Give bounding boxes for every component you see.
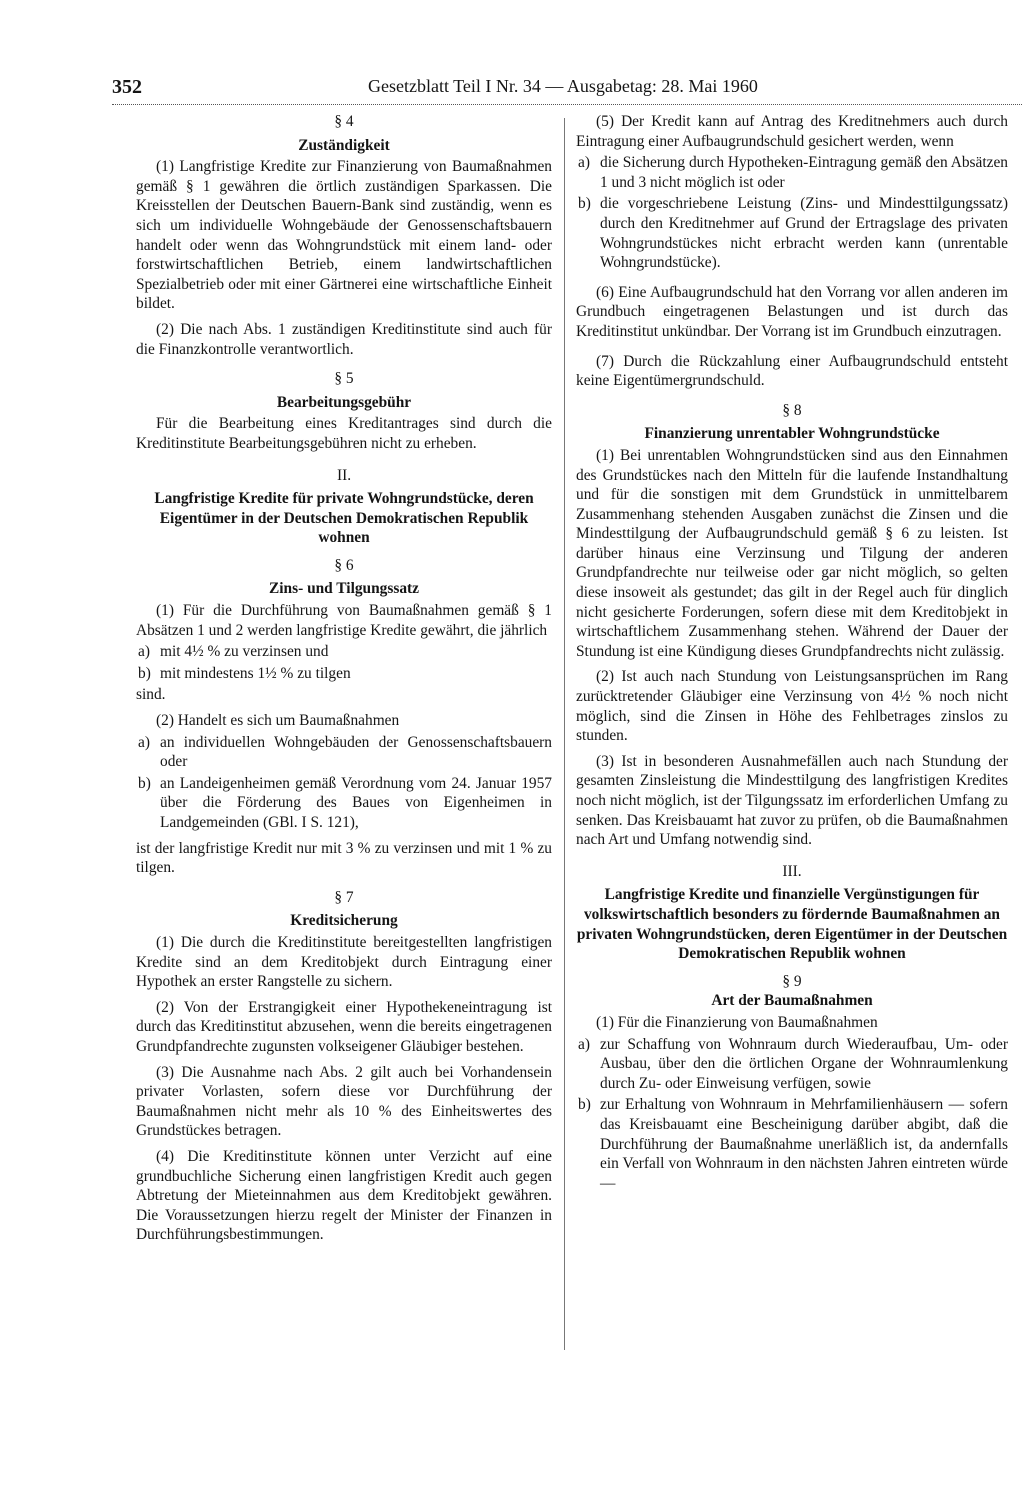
section-5-number: § 5: [334, 370, 354, 388]
part-II-label: II.: [336, 466, 352, 484]
paragraph: (7) Durch die Rückzahlung einer Aufbaugrundschuld entsteht keine Eigentümergrundschuld.: [576, 352, 1008, 390]
left-column: [136, 112, 552, 1245]
paragraph: (2) Handelt es sich um Baumaßnahmen: [156, 712, 400, 730]
paragraph-end: ist der langfristige Kredit nur mit 3 % zu verzinsen und mit 1 % zu tilgen.: [136, 839, 552, 877]
paragraph: (1) Für die Durchführung von Baumaßnahmen gemäß § 1 Absätzen 1 und 2 werden langfristige Kredite gewährt, die jährlich: [136, 602, 552, 639]
paragraph: Für die Bearbeitung eines Kreditantrages sind durch die Kreditinstitute Bearbeitungsgebühren nicht zu erheben.: [136, 415, 552, 452]
section-5-title: Bearbeitungsgebühr: [276, 393, 412, 411]
section-7-title: Kreditsicherung: [290, 912, 398, 930]
section-6-number: § 6: [334, 556, 354, 574]
paragraph-end: sind.: [136, 686, 166, 704]
paragraph: (1) Die durch die Kreditinstitute bereitgestellten langfristigen Kredite sind an dem Kreditobjekt durch Eintragung einer Hypothek an erster Rangstelle zu sichern.: [136, 933, 552, 991]
section-4-number: § 4: [334, 113, 354, 130]
part-III-label: III.: [782, 862, 802, 880]
paragraph: (1) Langfristige Kredite zur Finanzierung von Baumaßnahmen gemäß § 1 gewähren die örtlich zuständigen Sparkassen. Die Kreisstellen der Deutschen Bauern-Bank sind zuständig, wenn es sich um individuelle Wohngebäude der Genossenschaftsbauern handelt oder wenn das Wohngrundstück mit einem land- oder forstwirtschaftlichen Betrieb, einem landwirtschaftlichen Spezialbetrieb oder mit einer Gärtnerei eine wirtschaftliche Einheit bildet.: [136, 158, 552, 313]
paragraph: (2) Von der Erstrangigkeit einer Hypothekeneintragung ist durch das Kreditinstitut abzusehen, wenn die bereits eingetragenen Grundpfandrechte zugunsten volkseigener Gläubiger bestehen.: [136, 998, 552, 1055]
header-rule: [112, 104, 1022, 105]
section-9-number: § 9: [782, 972, 802, 990]
list-item: a) zur Schaffung von Wohnraum durch Wiederaufbau, Um- oder Ausbau, über den die örtlichen Organe der Wohnraumlenkung durch Zu- oder Einweisung verfügen, sowie: [578, 1035, 1008, 1092]
page-header: [112, 76, 788, 100]
list-item: a) mit 4½ % zu verzinsen und: [138, 643, 329, 661]
list-item: b) zur Erhaltung von Wohnraum in Mehrfamilienhäusern — sofern das Kreisbauamt eine Bescheinigung darüber abgibt, daß die Durchführung der Baumaßnahme unerläßlich ist, da andernfalls ein Verfall von Wohnraum in den nächsten Jahren eintreten würde —: [578, 1096, 1008, 1192]
gazette-title: Gesetzblatt Teil I Nr. 34 — Ausgabetag: 28. Mai 1960: [368, 76, 758, 96]
part-II-title: Langfristige Kredite für private Wohngrundstücke, deren Eigentümer in der Deutschen Demokratischen Republik wohnen: [154, 490, 534, 547]
list-item: a) an individuellen Wohngebäuden der Genossenschaftsbauern oder: [138, 733, 552, 771]
paragraph: (1) Bei unrentablen Wohngrundstücken sind aus den Einnahmen des Grundstückes nach den Mitteln für die laufende Instandhaltung und für die sonstigen mit dem Grundstück in unmittelbarem Zusammenhang stehenden Ausgaben zunächst die Zinsen und die Mindesttilgung der Aufbaugrundschuld gemäß § 6 zu leisten. Ist darüber hinaus eine Verzinsung und Tilgung der anderen Grundpfandrechte nur teilweise oder gar nicht möglich, so gelten diese insoweit als gestundet; das gilt in der Regel auch für dinglich nicht gesicherte Forderungen, sofern diese mit dem Kreditobjekt in wirtschaftlichem Zusammenhang stehen. Während der Dauer der Stundung ist eine Kündigung dieses Grundpfandrechts nicht zulässig.: [576, 446, 1008, 660]
paragraph: (4) Die Kreditinstitute können unter Verzicht auf eine grundbuchliche Sicherung einen langfristigen Kredit auch gegen Abtretung der Mieteinnahmen aus dem Kreditobjekt gewähren. Die Voraussetzungen hierzu regelt der Minister der Finanzen in Durchführungsbestimmungen.: [136, 1147, 552, 1244]
section-4-title: Zuständigkeit: [298, 136, 390, 154]
paragraph: (2) Ist auch nach Stundung von Leistungsansprüchen im Rang zurücktretender Gläubiger eine Verzinsung von 4½ % noch nicht möglich, sind die Zinsen in Höhe des Fehlbetrages zinslos zu stunden.: [576, 668, 1008, 745]
column-divider: [564, 118, 565, 1350]
paragraph: (3) Ist in besonderen Ausnahmefällen auch nach Stundung der gesamten Zinsleistung die Mindesttilgung des langfristigen Kredites noch nicht möglich, ist der Tilgungssatz im erforderlichen Umfang zu senken. Das Kreisbauamt hat zuvor zu prüfen, ob die Baumaßnahmen nach Art und Umfang notwendig sind.: [576, 752, 1008, 849]
paragraph: (6) Eine Aufbaugrundschuld hat den Vorrang vor allen anderen im Grundbuch eingetragenen Belastungen und ist durch das Kreditinstitut unkündbar. Der Vorrang ist im Grundbuch einzutragen.: [576, 283, 1008, 340]
paragraph: (2) Die nach Abs. 1 zuständigen Kreditinstitute sind auch für die Finanzkontrolle verantwortlich.: [136, 320, 552, 358]
section-6-title: Zins- und Tilgungssatz: [269, 580, 419, 598]
section-8-number: § 8: [782, 401, 802, 419]
list-item: b) die vorgeschriebene Leistung (Zins- und Mindesttilgungssatz) durch den Kreditnehmer auf Grund der Ertragslage des privaten Wohngrundstückes nicht erbracht werden kann (unrentable Wohngrundstücke).: [578, 195, 1008, 272]
paragraph: (1) Für die Finanzierung von Baumaßnahmen: [596, 1013, 878, 1031]
section-9-title: Art der Baumaßnahmen: [711, 992, 873, 1010]
section-7-number: § 7: [334, 888, 354, 906]
page-number: 352: [112, 76, 142, 98]
part-III-title: Langfristige Kredite und finanzielle Vergünstigungen für volkswirtschaftlich besonders zu fördernde Baumaßnahmen an privaten Wohngrundstücken, deren Eigentümer in der Deutschen Demokratischen Republik wohnen: [576, 886, 1008, 963]
list-item: b) an Landeigenheimen gemäß Verordnung vom 24. Januar 1957 über die Förderung des Baues von Eigenheimen in Landgemeinden (GBl. I S. 121),: [138, 774, 552, 831]
paragraph: (5) Der Kredit kann auf Antrag des Kreditnehmers auch durch Eintragung einer Aufbaugrundschuld gesichert werden, wenn: [576, 113, 1008, 150]
paragraph: (3) Die Ausnahme nach Abs. 2 gilt auch bei Vorhandensein privater Vorlasten, sofern diese vor Durchführung der Baumaßnahmen nicht mehr als 10 % des Einheitswertes des Grundstückes betragen.: [136, 1063, 552, 1140]
list-item: a) die Sicherung durch Hypotheken-Eintragung gemäß den Absätzen 1 und 3 nicht möglich ist oder: [578, 154, 1008, 191]
right-column: [576, 112, 1008, 1193]
list-item: b) mit mindestens 1½ % zu tilgen: [138, 664, 351, 682]
section-8-title: Finanzierung unrentabler Wohngrundstücke: [644, 425, 940, 443]
